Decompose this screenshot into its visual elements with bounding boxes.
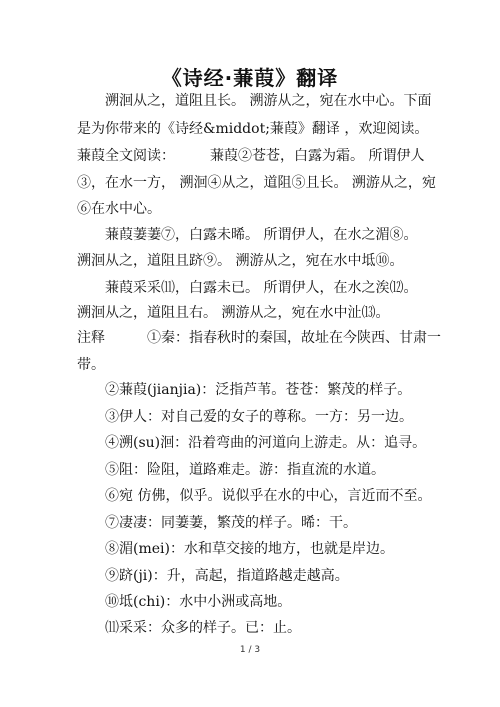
text-line: ④溯(su)洄：沿着弯曲的河道向上游走。从：追寻。 [77,435,427,451]
text-line: 蒹葭全文阅读： 蒹葭②苍苍，白露为霜。 所谓伊人 [77,148,425,164]
document-title: 《诗经·蒹葭》翻译 [161,66,339,90]
text-line: 带。 [77,357,105,373]
text-line: 溯洄从之，道阻且长。 溯游从之，宛在水中心。下面 [77,93,432,109]
page-number: 1 / 3 [239,645,261,655]
text-line: 溯洄从之，道阻且右。 溯游从之，宛在水中沚⒀。 [77,305,390,321]
text-line: ⑩坻(chi)：水中小洲或高地。 [77,594,292,610]
text-line: ⑨跻(ji)：升，高起，指道路越走越高。 [77,568,349,584]
text-line: ②蒹葭(jianjia)：泛指芦苇。苍苍：繁茂的样子。 [77,382,412,398]
text-line: 蒹葭采采⑾，白露未已。 所谓伊人，在水之涘⑿。 [77,280,418,296]
text-line: ⑧湄(mei)：水和草交接的地方，也就是岸边。 [77,541,394,557]
text-line: ③，在水一方， 溯洄④从之，道阻⑤且长。 溯游从之，宛 [77,175,436,191]
text-line: 溯洄从之，道阻且跻⑨。 溯游从之，宛在水中坻⑩。 [77,253,404,269]
text-line: ⑥宛 仿佛，似乎。说似乎在水的中心，言近而不至。 [77,488,432,504]
text-line: ⑦凄凄：同萋萋，繁茂的样子。晞：干。 [77,515,357,531]
text-line: ⑾采采：众多的样子。已：止。 [77,620,301,636]
text-line: ⑥在水中心。 [77,201,161,217]
text-line: ⑤阻：险阻，道路难走。游：指直流的水道。 [77,462,385,478]
text-line: 注释 ①秦：指春秋时的秦国，故址在今陕西、甘肃一 [77,330,441,346]
text-line: 是为你带来的《诗经&middot;蒹葭》翻译 ，欢迎阅读。 [77,121,429,137]
text-line: ③伊人：对自己爱的女子的尊称。一方：另一边。 [77,409,413,425]
text-line: 蒹葭萋萋⑦，白露未晞。 所谓伊人，在水之湄⑧。 [77,227,418,243]
